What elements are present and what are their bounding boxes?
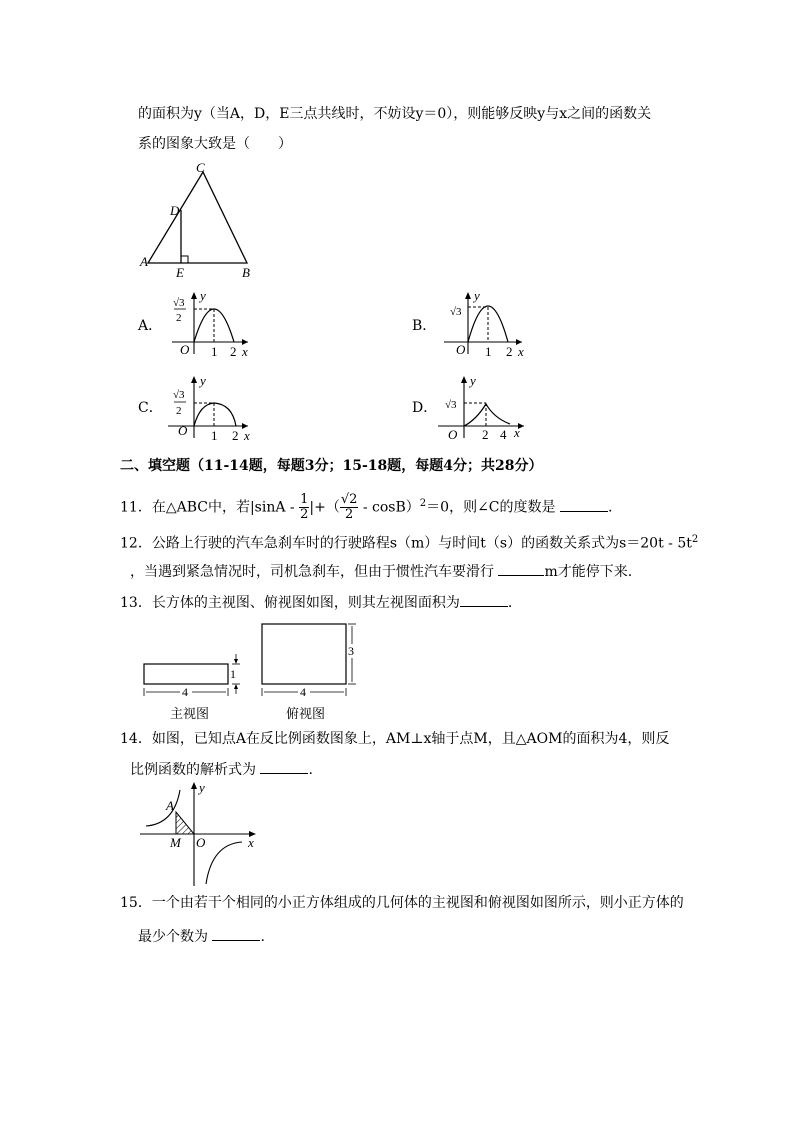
option-a-label[interactable]: A． [138,318,163,334]
svg-text:4: 4 [500,427,507,442]
option-b-graph[interactable] [434,288,534,360]
triangle-abc [148,172,247,263]
hyperbola-left-branch [146,790,180,826]
svg-text:O: O [456,342,466,357]
top-view-label: 俯视图 [286,706,326,721]
label-d: D [170,203,180,218]
q14-figure [136,778,266,890]
q15-line1: 15．一个由若干个相同的小正方体组成的几何体的主视图和俯视图如图所示，则小正方体的 [120,895,684,911]
q11-suffix1: - cosB） [362,499,420,516]
svg-text:x: x [248,835,254,850]
svg-text:y: y [200,288,206,303]
svg-text:2: 2 [482,427,489,442]
q12-answer-blank[interactable] [498,561,544,576]
q11-fraction-2: $\frac{√2}{2}$ [340,492,358,523]
svg-text:2: 2 [176,312,182,324]
q10-line2: 系的图象大致是（ ） [138,136,292,152]
q13-answer-blank[interactable] [460,592,508,607]
top-view-rect [262,624,346,684]
svg-text:O: O [196,835,206,850]
q11: 11．在△ABC中，若|sinA - $\frac{1}{2}$ |+（ $\frac{√2}{2}$ - cosB）$^2$＝0，则∠C的度数是 . [120,492,613,523]
svg-text:4: 4 [182,685,188,699]
svg-text:M: M [170,835,181,850]
svg-text:2: 2 [506,344,513,359]
svg-text:1: 1 [485,344,492,359]
q14-line2: 比例函数的解析式为 . [130,759,313,780]
svg-text:x: x [242,344,248,359]
svg-text:1: 1 [211,428,218,443]
svg-text:1: 1 [230,667,236,681]
svg-text:y: y [200,373,206,388]
section-2-title: 二、填空题（11-14题，每题3分；15-18题，每题4分；共28分） [120,458,543,474]
svg-text:√3: √3 [450,306,462,318]
option-b-label[interactable]: B． [412,318,437,334]
svg-text:O: O [448,427,458,442]
svg-text:A: A [166,798,174,813]
q15-line2: 最少个数为 . [138,926,265,947]
q11-fraction-1: $\frac{1}{2}$ [300,492,309,523]
svg-text:y: y [470,373,476,388]
option-d-label[interactable]: D． [412,400,438,416]
label-c: C [196,160,205,175]
hyperbola-right-branch [206,842,242,884]
right-angle-mark [181,256,188,263]
q11-suffix2: ＝0，则∠C的度数是 [426,499,556,516]
q11-prefix: 11．在△ABC中，若|sinA - [120,499,295,516]
option-a-graph[interactable] [160,288,260,360]
svg-text:y: y [474,288,480,303]
q11-sup: 2 [419,498,427,509]
svg-text:x: x [514,425,520,440]
option-c-curve [194,403,236,426]
label-b: B [242,265,250,280]
option-d-curve [464,404,510,426]
q13-text: 13．长方体的主视图、俯视图如图，则其左视图面积为 . [120,592,512,613]
svg-text:1: 1 [211,344,218,359]
svg-text:2: 2 [176,405,182,417]
svg-text:2: 2 [230,344,237,359]
q14-line1: 14．如图，已知点A在反比例函数图象上，AM⊥x轴于点M，且△AOM的面积为4，则反 [120,731,670,747]
svg-text:4: 4 [300,685,306,699]
svg-text:y: y [199,780,205,795]
svg-text:x: x [244,428,250,443]
option-c-graph[interactable] [160,372,260,444]
label-e: E [176,265,184,280]
svg-text:O: O [178,423,188,438]
q12-line2: ，当遇到紧急情况时，司机急刹车，但由于惯性汽车要滑行 m才能停下来. [130,561,632,582]
q12-line1: 12．公路上行驶的汽车急刹车时的行驶路程s（m）与时间t（s）的函数关系式为$s=20t - 5t^2$ [120,534,699,552]
svg-text:2: 2 [232,428,239,443]
svg-text:√3: √3 [173,297,185,309]
q10-line1: 的面积为y（当A，D，E三点共线时，不妨设y＝0），则能够反映y与x之间的函数关 [138,106,652,122]
triangle-figure [136,160,266,280]
svg-text:O: O [180,342,190,357]
q11-mid: |+（ [309,499,340,516]
svg-text:√3: √3 [445,399,457,411]
svg-text:3: 3 [348,644,354,658]
option-d-graph[interactable] [434,372,534,444]
triangle-aom [176,812,194,834]
svg-text:√3: √3 [173,389,185,401]
q15-answer-blank[interactable] [212,926,260,941]
front-view-label: 主视图 [170,706,210,721]
q11-answer-blank[interactable] [560,497,608,512]
q13-figure [136,616,376,726]
front-view-rect [144,664,228,684]
label-a: A [140,254,148,269]
option-c-label[interactable]: C． [138,400,163,416]
svg-text:x: x [518,344,524,359]
q14-answer-blank[interactable] [260,759,308,774]
